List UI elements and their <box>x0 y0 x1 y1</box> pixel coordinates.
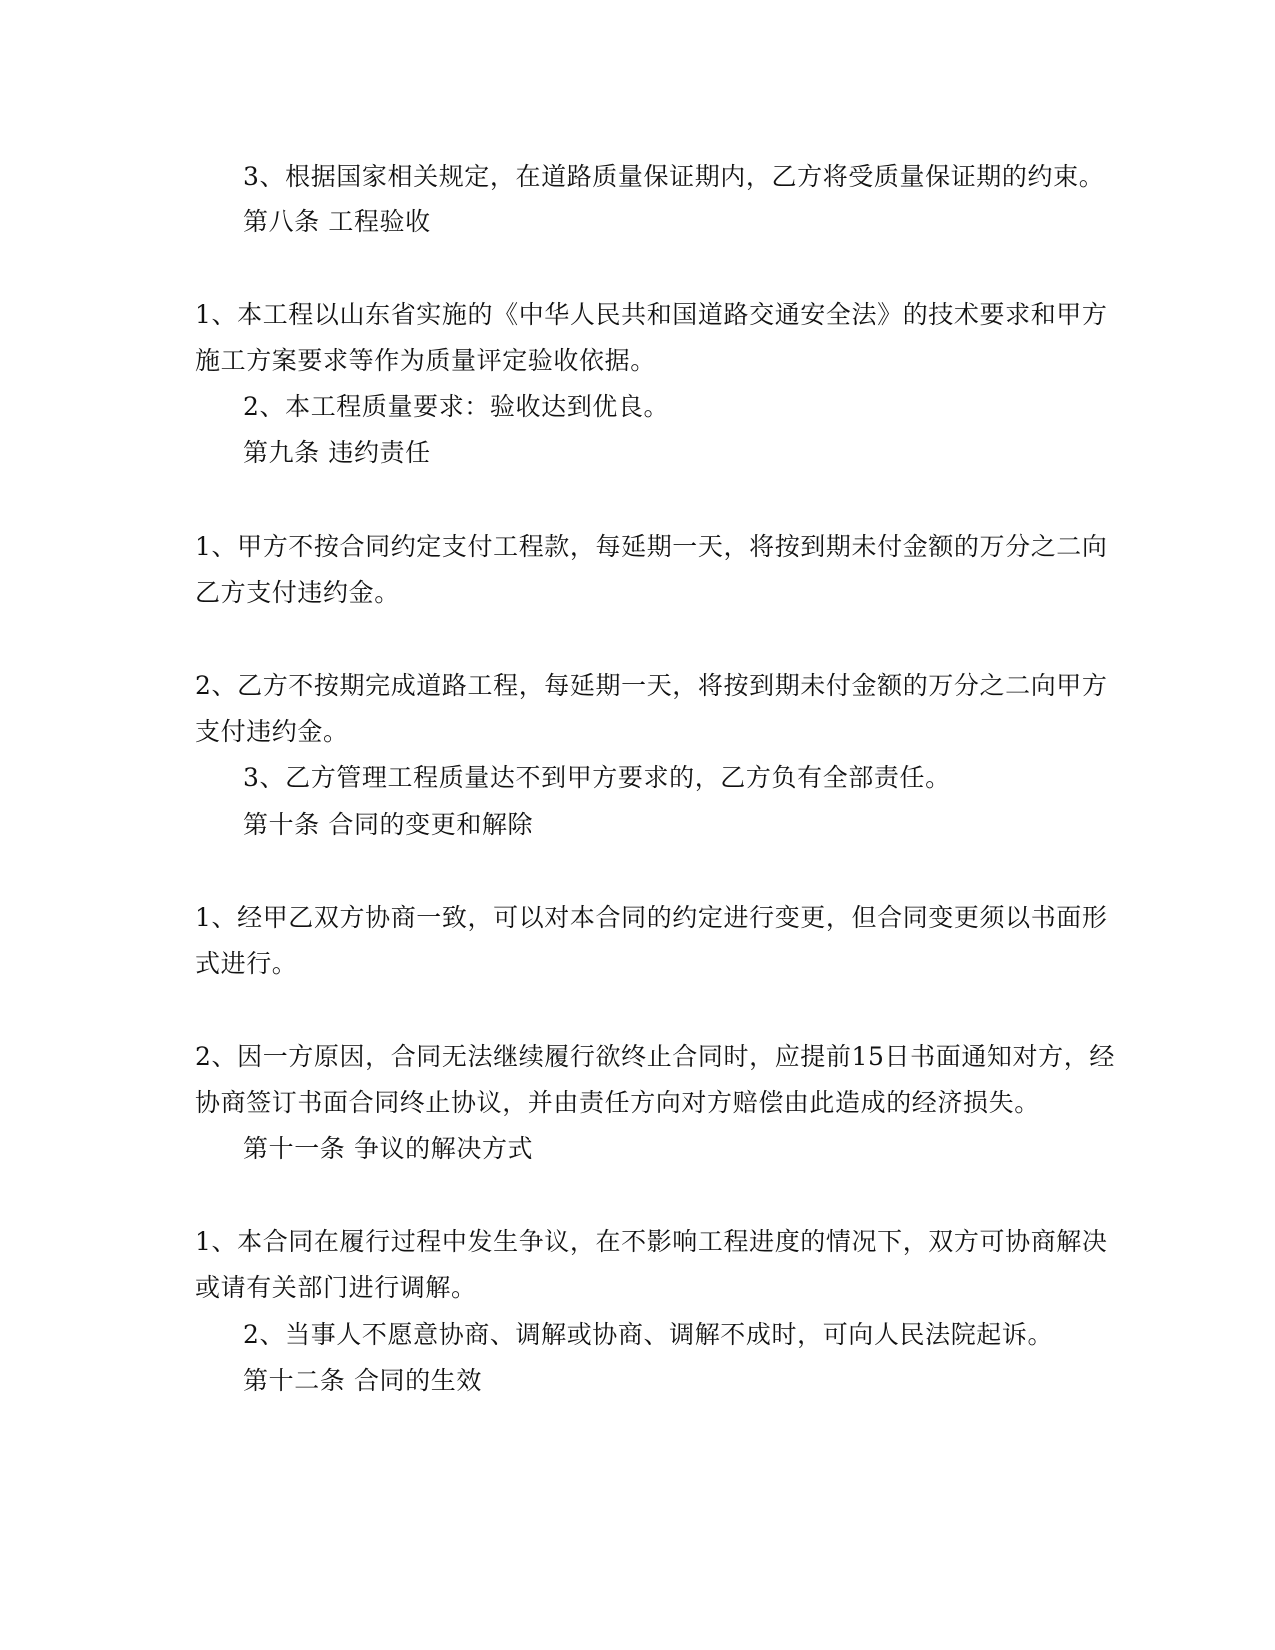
article-11-heading: 第十一条 争议的解决方式 <box>243 1134 534 1163</box>
article-10-heading: 第十条 合同的变更和解除 <box>243 810 534 839</box>
clause-10-item-1-line-1: 1、经甲乙双方协商一致，可以对本合同的约定进行变更，但合同变更须以书面形 <box>195 903 1108 932</box>
clause-11-item-1-line-2: 或请有关部门进行调解。 <box>195 1273 477 1302</box>
clause-9-item-2-line-1: 2、乙方不按期完成道路工程，每延期一天，将按到期未付金额的万分之二向甲方 <box>195 671 1108 700</box>
article-12-heading: 第十二条 合同的生效 <box>243 1366 482 1395</box>
clause-11-item-1-line-1: 1、本合同在履行过程中发生争议，在不影响工程进度的情况下，双方可协商解决 <box>195 1227 1108 1256</box>
clause-8-item-1-line-1: 1、本工程以山东省实施的《中华人民共和国道路交通安全法》的技术要求和甲方 <box>195 300 1108 329</box>
clause-7-item-3: 3、根据国家相关规定，在道路质量保证期内，乙方将受质量保证期的约束。 <box>243 162 1105 191</box>
clause-8-item-1-line-2: 施工方案要求等作为质量评定验收依据。 <box>195 346 656 375</box>
clause-9-item-3: 3、乙方管理工程质量达不到甲方要求的，乙方负有全部责任。 <box>243 763 951 792</box>
clause-8-item-2: 2、本工程质量要求：验收达到优良。 <box>243 392 670 421</box>
clause-9-item-1-line-1: 1、甲方不按合同约定支付工程款，每延期一天，将按到期未付金额的万分之二向 <box>195 532 1108 561</box>
clause-9-item-1-line-2: 乙方支付违约金。 <box>195 578 400 607</box>
clause-10-item-2-line-2: 协商签订书面合同终止协议，并由责任方向对方赔偿由此造成的经济损失。 <box>195 1088 1040 1117</box>
clause-10-item-2-line-1: 2、因一方原因，合同无法继续履行欲终止合同时，应提前15日书面通知对方，经 <box>195 1042 1115 1071</box>
article-8-heading: 第八条 工程验收 <box>243 207 431 236</box>
clause-10-item-1-line-2: 式进行。 <box>195 949 298 978</box>
clause-9-item-2-line-2: 支付违约金。 <box>195 717 349 746</box>
article-9-heading: 第九条 违约责任 <box>243 438 431 467</box>
clause-11-item-2: 2、当事人不愿意协商、调解或协商、调解不成时，可向人民法院起诉。 <box>243 1320 1054 1349</box>
